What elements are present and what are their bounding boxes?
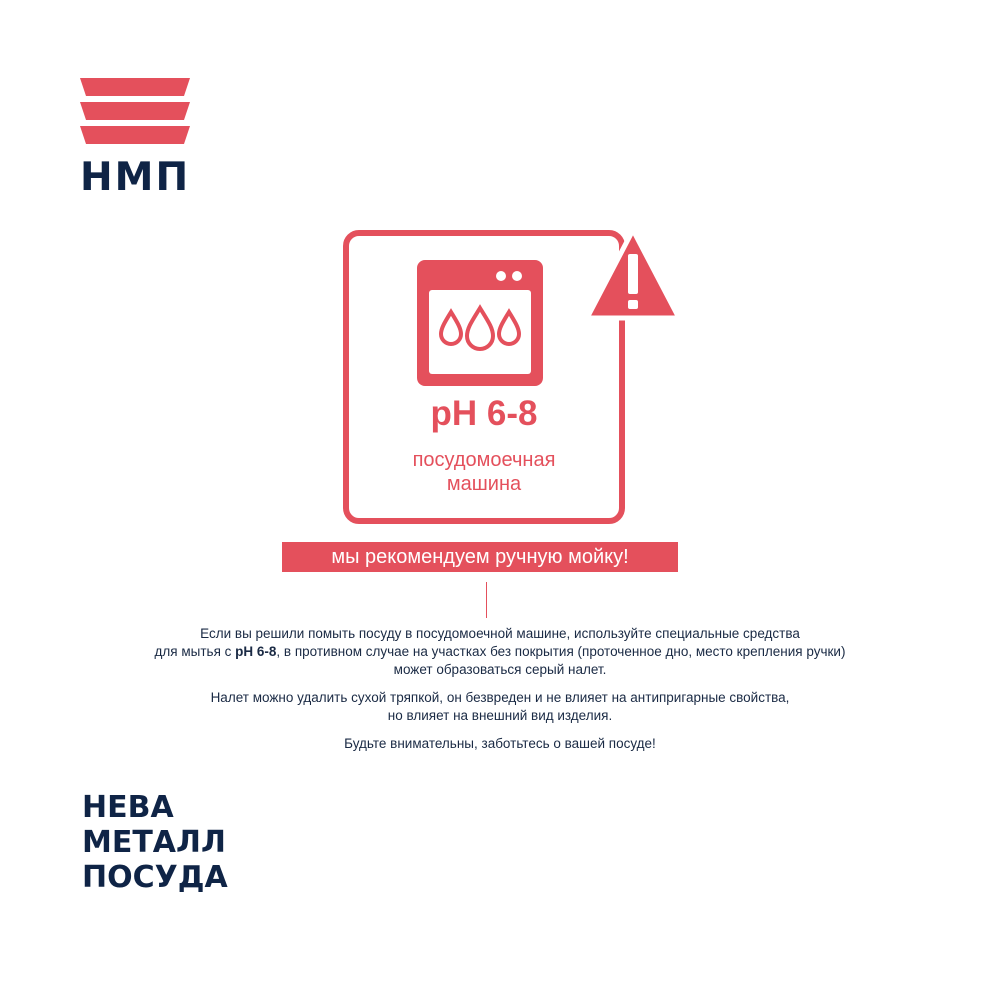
- brand-name-line1: НЕВА: [82, 790, 174, 825]
- description-line: может образоваться серый налет.: [393, 662, 607, 677]
- description-paragraph-2: [110, 689, 890, 725]
- description-line: но влияет на внешний вид изделия.: [387, 708, 613, 723]
- warning-triangle-icon: [583, 226, 683, 322]
- brand-logo: [80, 78, 192, 200]
- dishwasher-icon: [415, 258, 545, 388]
- description-fragment: , в противном случае на участках без покрытия (проточенное дно, место крепления ручки): [276, 644, 846, 659]
- dishwasher-label-line1: посудомоечная: [412, 449, 556, 471]
- dishwasher-label: [343, 448, 625, 496]
- description-fragment: для мытья с: [154, 644, 236, 659]
- brand-name-line3: ПОСУДА: [82, 860, 228, 895]
- description-text: [110, 625, 890, 763]
- description-paragraph-1: [110, 625, 890, 679]
- connector-line: [486, 582, 487, 618]
- brand-name-line2: МЕТАЛЛ: [82, 825, 226, 860]
- logo-text: НМП: [80, 155, 191, 200]
- description-line: Будьте внимательны, заботьтесь о вашей посуде!: [344, 736, 656, 751]
- dishwasher-label-line2: машина: [446, 473, 522, 495]
- brand-name: [82, 790, 228, 895]
- description-line: [110, 643, 890, 661]
- stacked-plates-icon: [80, 78, 192, 150]
- description-line: Если вы решили помыть посуду в посудомоечной машине, используйте специальные средства: [200, 626, 800, 641]
- description-paragraph-3: [110, 735, 890, 753]
- description-line: Налет можно удалить сухой тряпкой, он безвреден и не влияет на антипригарные свойства,: [210, 690, 790, 705]
- ph-emphasis: pH 6-8: [235, 644, 277, 659]
- ph-label: pH 6-8: [430, 394, 538, 433]
- recommendation-banner: мы рекомендуем ручную мойку!: [282, 542, 678, 572]
